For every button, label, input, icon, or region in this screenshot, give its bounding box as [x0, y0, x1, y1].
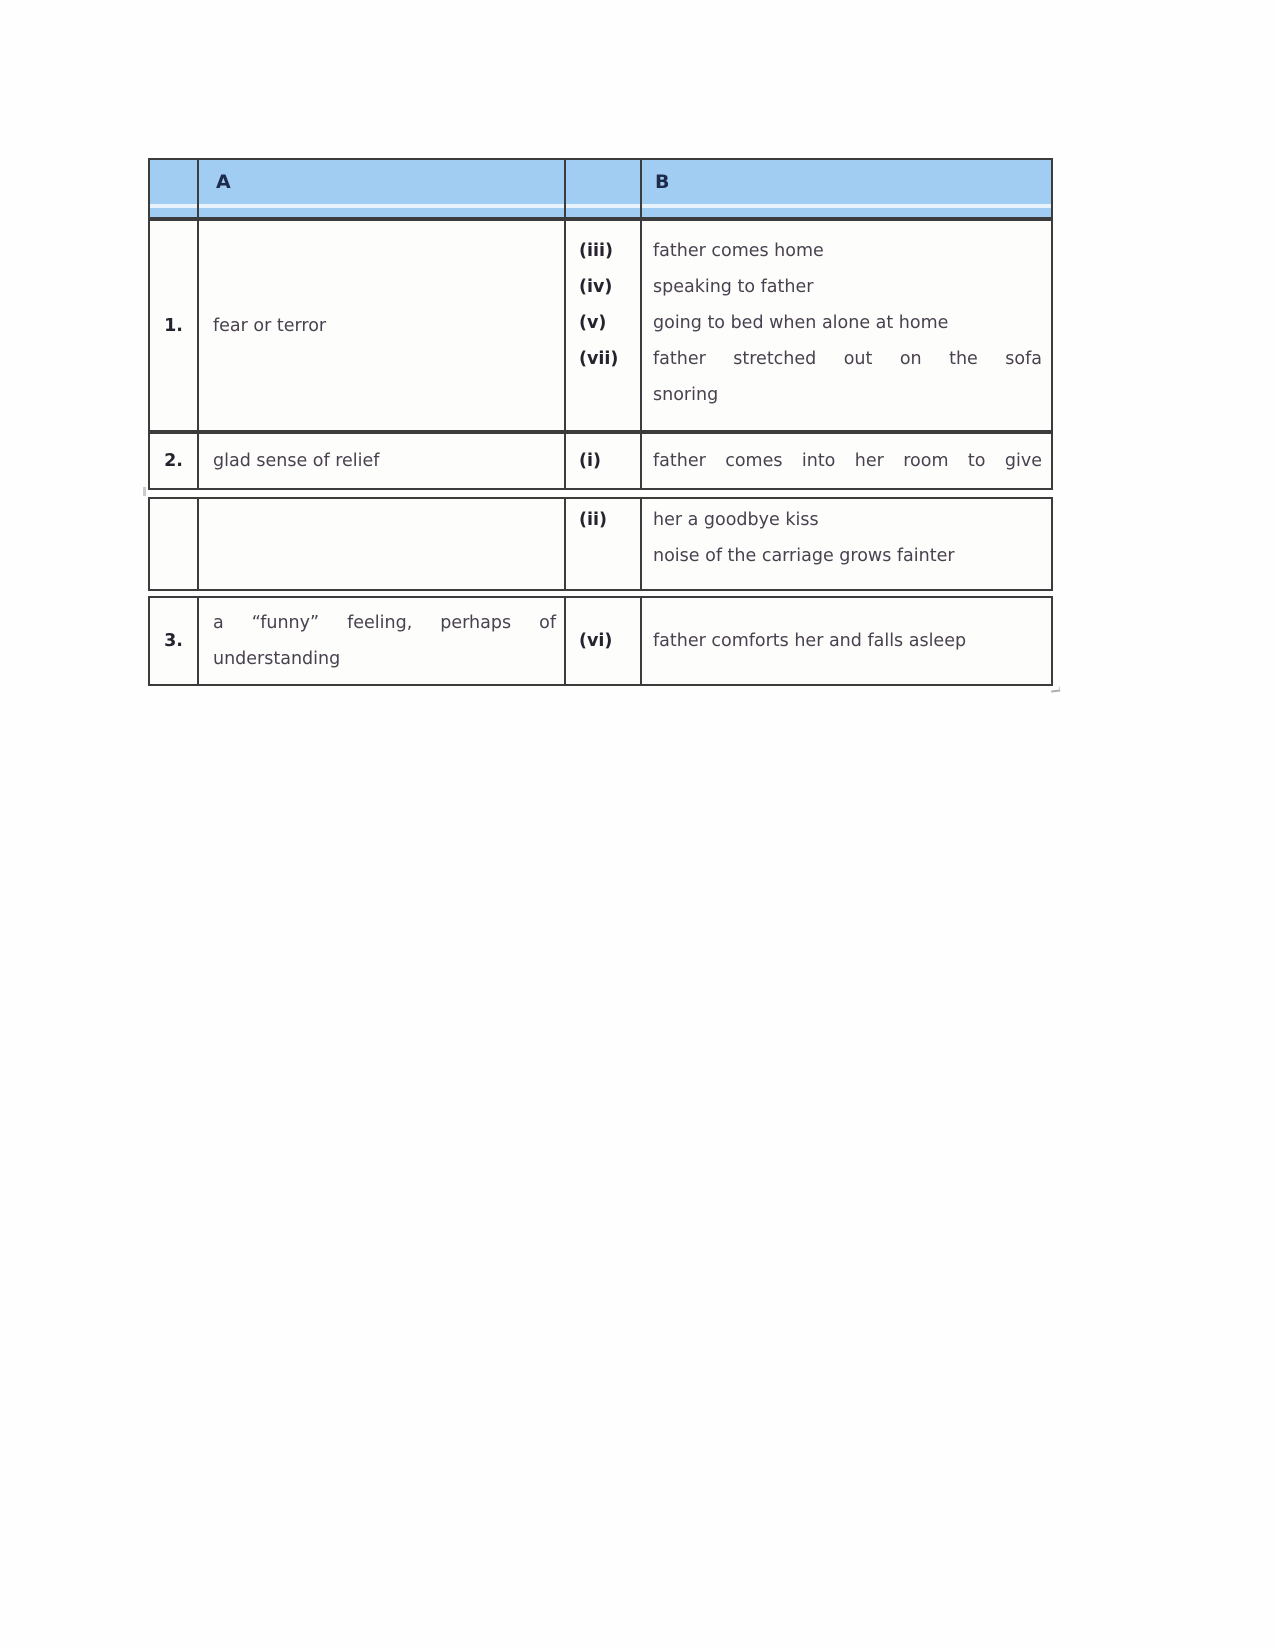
column-b-label: B	[655, 171, 670, 193]
option-numeral: (iv)	[579, 277, 613, 297]
column-a-label: A	[216, 171, 231, 193]
table-row	[148, 596, 1053, 686]
column-a-cell	[197, 499, 564, 589]
table-row	[148, 497, 1053, 591]
column-a-cell	[197, 434, 564, 488]
match-item-b: father comes home	[653, 241, 824, 261]
numeral-cell	[564, 499, 640, 589]
column-b-cell	[640, 434, 1051, 488]
option-numeral: (v)	[579, 313, 607, 333]
table-row	[148, 432, 1053, 490]
match-item-b: father stretched out on the sofa	[653, 349, 1042, 369]
row-number-cell	[150, 598, 197, 684]
row-number: 2.	[164, 451, 183, 471]
match-item-b: going to bed when alone at home	[653, 313, 949, 333]
match-item-b: snoring	[653, 385, 719, 405]
option-numeral: (i)	[579, 451, 601, 471]
row-number: 3.	[164, 631, 183, 651]
table-row	[148, 219, 1053, 432]
match-item-b: noise of the carriage grows fainter	[653, 546, 955, 566]
numeral-cell	[564, 221, 640, 430]
column-b-cell	[640, 499, 1051, 589]
column-b-cell	[640, 598, 1051, 684]
table-header-row	[148, 158, 1053, 219]
header-cell-numeral	[564, 160, 640, 217]
row-number-cell	[150, 434, 197, 488]
column-a-cell	[197, 598, 564, 684]
option-numeral: (ii)	[579, 510, 607, 530]
scan-artifact-speck	[143, 487, 146, 496]
column-a-cell	[197, 221, 564, 430]
row-number-cell	[150, 499, 197, 589]
match-item-b: speaking to father	[653, 277, 814, 297]
match-item-b: her a goodbye kiss	[653, 510, 819, 530]
match-item-a: fear or terror	[213, 315, 327, 336]
match-item-a: a “funny” feeling, perhaps of	[213, 613, 556, 633]
row-number: 1.	[164, 315, 183, 336]
column-b-cell	[640, 221, 1051, 430]
option-numeral: (vi)	[579, 631, 613, 651]
match-item-a: glad sense of relief	[213, 451, 380, 471]
match-item-b: father comes into her room to give	[653, 451, 1042, 471]
match-item-b: father comforts her and falls asleep	[653, 631, 967, 651]
numeral-cell	[564, 434, 640, 488]
match-item-a: understanding	[213, 649, 341, 669]
option-numeral: (vii)	[579, 349, 619, 369]
numeral-cell	[564, 598, 640, 684]
header-cell-number	[150, 160, 197, 217]
header-cell-b	[640, 160, 1051, 217]
option-numeral: (iii)	[579, 241, 613, 261]
matching-exercise-table	[148, 158, 1053, 686]
scan-artifact-mark	[1051, 687, 1060, 693]
header-cell-a	[197, 160, 564, 217]
row-number-cell	[150, 221, 197, 430]
